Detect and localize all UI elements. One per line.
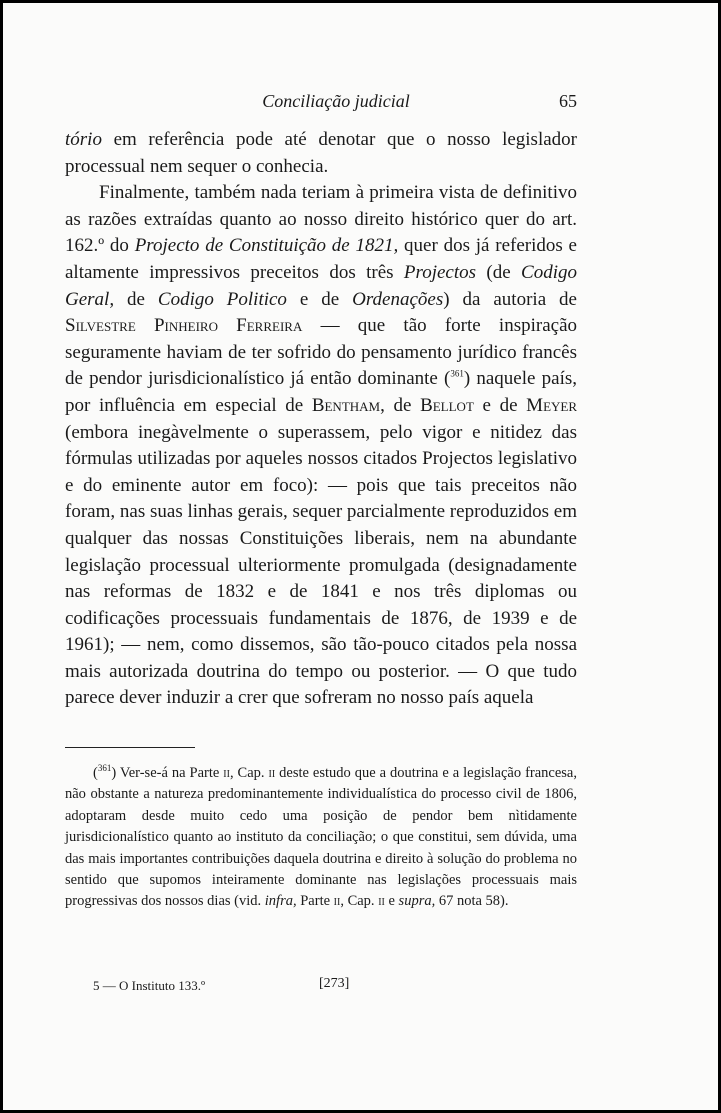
p2-span-2: Projecto de Constituição de 1821, xyxy=(134,235,399,257)
paragraph-1 xyxy=(65,127,577,180)
p2-span-8: Codigo Politico xyxy=(157,288,287,310)
p2-name-meyer: Meyer xyxy=(526,394,578,416)
fn-span-13: e xyxy=(384,893,399,910)
footnote-rule xyxy=(65,747,195,748)
fn-span-12: ii xyxy=(378,893,385,910)
fn-marker: 361 xyxy=(97,763,112,774)
fn-span-7: deste estudo que a doutrina e a legislação francesa, não obstante a natureza predominantemente individualística do processo civil de 1806, adoptaram desde muito cedo uma posição de pendor bem nìtidamente jurisdicionalístico quanto ao instituto da conciliação; o que constitui, sem dúvida, uma das mais importantes contribuições daquela doutrina e direito à solução do problema no sentido que supomos inteiramente dominante nas legislações processuais mais progressivas dos nossos dias (vid. xyxy=(65,765,577,910)
p2-span-15: ) naquele país, por influência em especial de xyxy=(65,368,577,416)
p2-span-7: de xyxy=(114,288,158,310)
footnote-361 xyxy=(65,763,577,913)
fn-span-3: ) Ver-se-á na Parte xyxy=(111,765,224,781)
running-title: Conciliação judicial xyxy=(262,91,410,111)
fn-span-5: , Cap. xyxy=(229,765,269,781)
fn-span-4: ii xyxy=(223,765,230,781)
fn-span-10: ii xyxy=(333,893,341,910)
fn-span-9: Parte xyxy=(296,893,334,910)
p2-span-17: , de xyxy=(380,394,421,416)
p2-span-19: e de xyxy=(473,394,527,416)
p2-span-13: — que tão forte inspiração seguramente haviam de ter sofrido do pensamento jurídico francês de pendor jurisdicionalístico já então dominante ( xyxy=(65,315,577,390)
paragraph-2 xyxy=(65,180,577,712)
p2-span-6: Codigo Geral, xyxy=(65,261,577,310)
fn-span-8: infra, xyxy=(264,893,297,910)
p2-span-9: e de xyxy=(286,288,353,310)
body-text xyxy=(65,127,577,712)
fn-span-15: 67 nota 58). xyxy=(435,893,509,910)
p2-span-5: (de xyxy=(476,261,522,283)
footnote-ref-361[interactable]: 361 xyxy=(450,369,464,380)
p2-span-11: ) da autoria de xyxy=(443,288,577,310)
p2-span-21: (embora inegàvelmente o superassem, pelo vigor e nitidez das fórmulas utilizadas por aqueles nossos citados Projectos legislativo e do eminente autor em foco): — pois que tais preceitos não foram, nas suas linhas gerais, sequer parcialmente reproduzidos em qualquer das nossas Constituições liberais, nem na abundante legislação processual ulteriormente promulgada (designadamente nas reformas de 1832 e de 1841 e nos três diplomas ou codificações processuais fundamentais de 1876, de 1939 e de 1961); — nem, como dissemos, são tão-pouco citados pela nossa mais autorizada doutrina do tempo ou posterior. — O que tudo parece dever induzir a crer que sofreram no nosso país aquela xyxy=(65,421,577,709)
p2-author-name: Silvestre Pinheiro Ferreira xyxy=(65,315,303,337)
p1-span-1: tório xyxy=(65,129,102,150)
p2-span-1: Finalmente, também nada teriam à primeira vista de definitivo as razões extraídas quanto ao nosso direito histórico quer do art. 162.º do xyxy=(65,182,577,257)
p2-span-3: quer dos já referidos e altamente impressivos preceitos dos três xyxy=(65,235,577,283)
p2-name-bentham: Bentham xyxy=(311,394,381,416)
printer-signature: 5 — O Instituto 133.º xyxy=(93,978,206,993)
p2-span-10: Ordenações xyxy=(352,288,444,310)
fn-span-1: ( xyxy=(93,765,98,781)
p1-span-2: em referência pode até denotar que o nosso legislador processual nem sequer o conhecia. xyxy=(65,129,577,177)
fn-span-14: supra, xyxy=(398,893,436,910)
p2-name-bellot: Bellot xyxy=(420,394,474,416)
p2-span-4: Projectos xyxy=(403,261,477,283)
fn-span-6: ii xyxy=(268,765,276,781)
folio-number: [273] xyxy=(319,976,350,991)
page-number: 65 xyxy=(559,91,577,111)
running-header xyxy=(65,91,577,115)
fn-span-11: , Cap. xyxy=(340,893,379,910)
